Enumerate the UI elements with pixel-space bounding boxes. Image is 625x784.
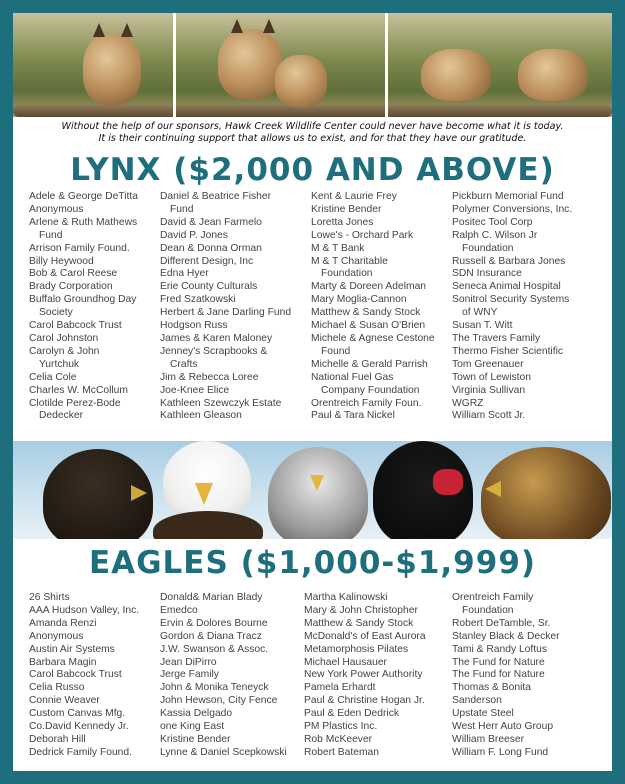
sponsor-name: Connie Weaver (29, 695, 100, 707)
sponsor-name: Positec Tool Corp (452, 216, 533, 228)
sponsor-name: Carol Babcock Trust (29, 669, 122, 681)
sponsor-name: Daniel & Beatrice Fisher (160, 191, 272, 202)
lynx-sponsor-column-4 (452, 191, 572, 423)
sponsor-name: New York Power Authority (304, 669, 423, 681)
sponsor-name: Adele & George DeTitta (29, 191, 138, 202)
sponsor-name: Kathleen Gleason (160, 410, 242, 422)
sponsor-name: Dedrick Family Found. (29, 746, 132, 758)
sponsor-name: Jenney's Scrapbooks & (160, 345, 268, 357)
sponsor-name: William Scott Jr. (452, 410, 526, 422)
sponsor-name: Mary & John Christopher (304, 604, 418, 616)
sponsor-name: Hodgson Russ (160, 320, 228, 332)
sponsor-name: Brady Corporation (29, 281, 113, 293)
sponsor-name: Society (39, 307, 73, 319)
photo-divider (385, 13, 388, 117)
sponsor-name: McDonald's of East Aurora (304, 630, 426, 642)
lynx-kitten-image (83, 33, 141, 105)
sponsor-name: WGRZ (452, 397, 484, 409)
sponsor-name: M & T Charitable (311, 255, 388, 267)
sponsor-name: West Herr Auto Group (452, 721, 554, 733)
sponsor-name: Mary Moglia-Cannon (311, 294, 407, 306)
sponsor-name: Sanderson (452, 695, 502, 707)
sponsor-name: Gordon & Diana Tracz (160, 630, 262, 642)
sponsor-name: The Fund for Nature (452, 656, 545, 668)
sponsor-name: Kent & Laurie Frey (311, 191, 397, 202)
sponsor-name: Amanda Renzi (29, 617, 97, 629)
sponsor-name: Clotilde Perez-Bode (29, 397, 121, 409)
sponsor-name: Thomas & Bonita (452, 682, 531, 694)
sponsor-name: Barbara Magin (29, 656, 97, 668)
sponsor-name: Metamorphosis Pilates (304, 643, 409, 655)
intro-text (30, 121, 595, 144)
sponsor-name: Tami & Randy Loftus (452, 643, 548, 655)
eagles-heading: EAGLES ($1,000-$1,999) (88, 545, 537, 581)
sponsor-name: David P. Jones (160, 229, 228, 241)
sponsor-name: Joe-Knee Elice (160, 384, 230, 396)
sponsor-name: Rob McKeever (304, 733, 373, 745)
sponsor-name: Austin Air Systems (29, 643, 115, 655)
eagles-sponsor-column-4 (452, 592, 560, 760)
sponsor-name: Arlene & Ruth Mathews (29, 216, 138, 228)
sponsor-name: Foundation (321, 268, 373, 280)
lynx-kitten-image (275, 55, 327, 107)
sponsor-name: Buffalo Groundhog Day (29, 294, 137, 306)
sponsor-name: Robert Bateman (304, 746, 379, 758)
sponsor-name: Robert DeTamble, Sr. (452, 617, 551, 629)
photo-divider (173, 13, 176, 117)
sponsor-name: Jean DiPirro (160, 656, 217, 668)
sponsor-name: Arrison Family Found. (29, 242, 130, 254)
sponsor-name: Michele & Agnese Cestone (311, 332, 435, 344)
sponsor-name: Found (321, 345, 351, 357)
sponsor-name: Pickburn Memorial Fund (452, 191, 564, 202)
sponsor-name: Michael Hausauer (304, 656, 387, 668)
sponsor-name: PM Plastics Inc. (304, 721, 378, 733)
sponsor-name: Thermo Fisher Scientific (452, 345, 564, 357)
sponsor-name: William F. Long Fund (452, 746, 549, 758)
lynx-heading: LYNX ($2,000 AND ABOVE) (70, 152, 555, 188)
sponsor-name: The Travers Family (452, 332, 541, 344)
sponsor-name: Fund (170, 203, 194, 215)
sponsor-name: Deborah Hill (29, 733, 86, 745)
sponsor-name: Virginia Sullivan (452, 384, 526, 396)
sponsor-name: Orentreich Family Foun. (311, 397, 422, 409)
sponsor-name: Jim & Rebecca Loree (160, 371, 259, 383)
sponsor-name: Celia Cole (29, 371, 77, 383)
sponsor-name: Anonymous (29, 203, 84, 215)
sponsor-name: Different Design, Inc (160, 255, 254, 267)
sponsor-name: Stanley Black & Decker (452, 630, 560, 642)
intro-line-1: Without the help of our sponsors, Hawk Creek Wildlife Center could never have become what it is today. (61, 121, 564, 132)
sponsor-name: Emedco (160, 604, 198, 616)
sponsor-name: Paul & Eden Dedrick (304, 708, 400, 720)
lynx-sponsor-column-3 (311, 191, 435, 423)
birds-photo-strip (13, 441, 612, 539)
sponsor-name: Celia Russo (29, 682, 85, 694)
sponsor-name: Lowe's - Orchard Park (311, 229, 414, 241)
sponsor-name: James & Karen Maloney (160, 332, 273, 344)
sponsor-name: Ralph C. Wilson Jr (452, 229, 538, 241)
sponsor-name: Dedecker (39, 410, 84, 422)
grey-hawk-image (268, 447, 368, 539)
sponsor-name: Seneca Animal Hospital (452, 281, 561, 293)
sponsor-name: Fred Szatkowski (160, 294, 236, 306)
sponsor-name: Fund (39, 229, 63, 241)
eagles-sponsor-column-3 (304, 592, 426, 760)
sponsor-name: Sonitrol Security Systems (452, 294, 570, 306)
intro-line-2: It is their continuing support that allows us to exist, and for that they have our gratitude. (98, 132, 527, 144)
sponsor-name: The Fund for Nature (452, 669, 545, 681)
eagles-sponsor-column-1 (29, 592, 139, 760)
sponsor-name: Dean & Donna Orman (160, 242, 262, 254)
sponsor-name: Yurtchuk (39, 358, 80, 370)
sponsor-name: National Fuel Gas (311, 371, 394, 383)
sponsor-name: one King East (160, 721, 225, 733)
lynx-photo-strip (13, 13, 612, 117)
sponsor-name: Russell & Barbara Jones (452, 255, 566, 267)
sponsor-name: J.W. Swanson & Assoc. (160, 643, 269, 655)
sponsor-name: Upstate Steel (452, 708, 514, 720)
lynx-sponsor-column-1 (29, 191, 138, 423)
sponsor-name: Paul & Tara Nickel (311, 410, 395, 422)
sponsor-name: Orentreich Family (452, 592, 534, 603)
sponsor-name: Co.David Kennedy Jr. (29, 721, 129, 733)
sponsor-name: Carolyn & John (29, 345, 100, 357)
sponsor-name: Town of Lewiston (452, 371, 531, 383)
sponsor-name: Anonymous (29, 630, 84, 642)
sponsor-name: Kristine Bender (160, 733, 231, 745)
sponsor-name: Ervin & Dolores Bourne (160, 617, 268, 629)
sponsor-name: Loretta Jones (311, 216, 374, 228)
sponsor-name: David & Jean Farmelo (160, 216, 262, 228)
sponsor-name: Lynne & Daniel Scepkowski (160, 746, 287, 758)
sponsor-name: William Breeser (452, 733, 525, 745)
log (13, 105, 612, 117)
sponsor-name: Foundation (462, 604, 514, 616)
sponsor-name: Company Foundation (321, 384, 420, 396)
sponsor-name: Donald& Marian Blady (160, 592, 263, 603)
lynx-kitten-image (518, 49, 588, 101)
sponsor-name: Tom Greenauer (452, 358, 524, 370)
sponsor-name: Susan T. Witt (452, 320, 513, 332)
sponsor-name: Polymer Conversions, Inc. (452, 203, 573, 215)
sponsor-name: Marty & Doreen Adelman (311, 281, 427, 293)
sponsor-name: SDN Insurance (452, 268, 522, 280)
sponsor-name: Foundation (462, 242, 514, 254)
sponsor-name: Erie County Culturals (160, 281, 258, 293)
sponsor-name: Kassia Delgado (160, 708, 233, 720)
sponsor-name: Martha Kalinowski (304, 592, 388, 603)
sponsor-name: John Hewson, City Fence (160, 695, 278, 707)
sponsor-name: Edna Hyer (160, 268, 209, 280)
sponsor-name: of WNY (462, 307, 498, 319)
sponsor-name: Jerge Family (160, 669, 219, 681)
sponsor-name: Charles W. McCollum (29, 384, 128, 396)
sponsor-name: Herbert & Jane Darling Fund (160, 307, 292, 319)
sponsor-name: Michelle & Gerald Parrish (311, 358, 428, 370)
sponsor-name: 26 Shirts (29, 592, 70, 603)
eagles-sponsor-column-2 (160, 592, 287, 760)
sponsor-name: M & T Bank (311, 242, 365, 254)
lynx-kitten-image (421, 49, 491, 101)
sponsor-name: Michael & Susan O'Brien (311, 320, 426, 332)
sponsor-name: AAA Hudson Valley, Inc. (29, 604, 140, 616)
sponsor-name: Crafts (170, 358, 198, 370)
sponsor-name: Billy Heywood (29, 255, 94, 267)
sponsor-name: John & Monika Teneyck (160, 682, 269, 694)
sponsor-name: Custom Canvas Mfg. (29, 708, 126, 720)
sponsor-name: Carol Babcock Trust (29, 320, 122, 332)
sponsor-name: Carol Johnston (29, 332, 99, 344)
lynx-sponsor-column-2 (160, 191, 291, 423)
sponsor-name: Kristine Bender (311, 203, 382, 215)
bald-eagle-image (163, 441, 251, 521)
lynx-kitten-image (218, 29, 282, 99)
sponsor-name: Kathleen Szewczyk Estate (160, 397, 282, 409)
sponsor-name: Paul & Christine Hogan Jr. (304, 695, 425, 707)
sponsor-name: Matthew & Sandy Stock (304, 617, 414, 629)
sponsor-name: Pamela Erhardt (304, 682, 376, 694)
sponsor-name: Matthew & Sandy Stock (311, 307, 421, 319)
sponsor-name: Bob & Carol Reese (29, 268, 118, 280)
